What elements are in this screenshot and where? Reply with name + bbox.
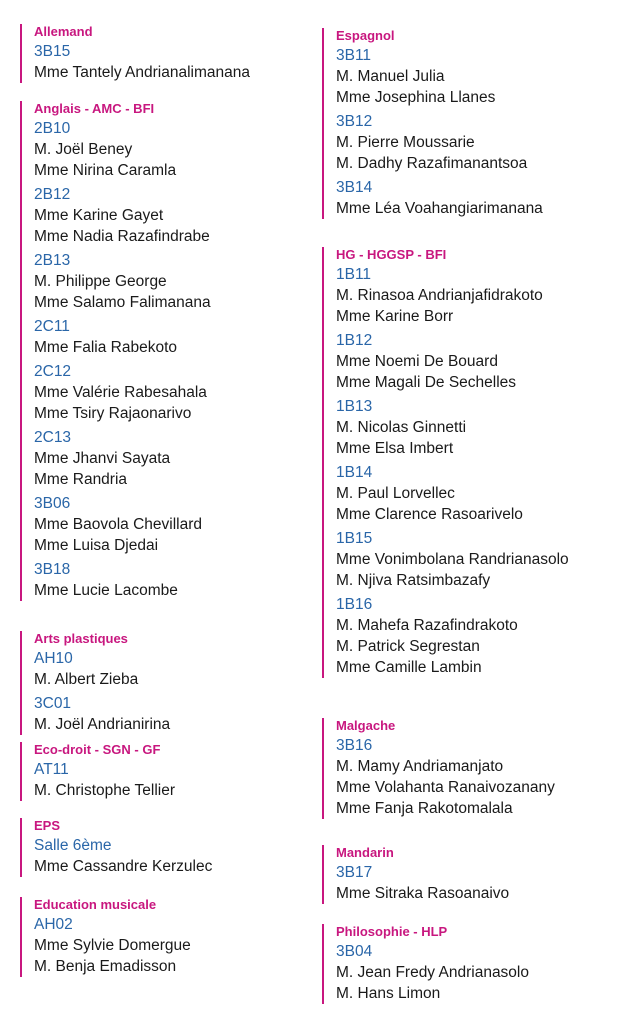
teacher-name: Mme Sitraka Rasoanaivo: [336, 885, 510, 902]
subject-section-allemand: [20, 24, 250, 83]
teacher-name: M. Joël Andrianirina: [34, 716, 171, 733]
teacher-name: Mme Fanja Rakotomalala: [336, 800, 513, 817]
subject-title: Allemand: [34, 24, 93, 39]
room-number: 3B16: [336, 737, 373, 754]
teacher-name: M. Rinasoa Andrianjafidrakoto: [336, 287, 543, 304]
subject-title: Anglais - AMC - BFI: [34, 101, 155, 116]
teacher-name: Mme Camille Lambin: [336, 659, 482, 676]
room-group: [34, 119, 211, 181]
subject-title: Mandarin: [336, 845, 394, 860]
room-group: [336, 942, 529, 1004]
teacher-name: Mme Karine Borr: [336, 308, 454, 325]
room-group: [336, 331, 569, 393]
teacher-name: M. Philippe George: [34, 273, 167, 290]
teacher-name: Mme Nirina Caramla: [34, 162, 177, 179]
room-number: AH02: [34, 916, 73, 933]
teacher-name: M. Patrick Segrestan: [336, 638, 480, 655]
subject-title: Arts plastiques: [34, 631, 128, 646]
room-number: 3B04: [336, 943, 373, 960]
room-number: 2B13: [34, 252, 71, 269]
teacher-name: Mme Falia Rabekoto: [34, 339, 178, 356]
teacher-name: Mme Karine Gayet: [34, 207, 164, 224]
room-number: 1B11: [336, 266, 372, 283]
room-number: 1B16: [336, 596, 373, 613]
subject-title: HG - HGGSP - BFI: [336, 247, 447, 262]
teacher-name: M. Christophe Tellier: [34, 782, 175, 799]
teacher-name: M. Nicolas Ginnetti: [336, 419, 467, 436]
room-group: [336, 863, 509, 904]
subject-section-eps: [20, 818, 212, 877]
room-group: [336, 46, 543, 108]
teacher-name: Mme Luisa Djedai: [34, 537, 159, 554]
room-number: 1B14: [336, 464, 373, 481]
room-group: [34, 760, 175, 801]
room-number: 2B10: [34, 120, 71, 137]
teacher-name: M. Dadhy Razafimanantsoa: [336, 155, 528, 172]
room-group: [34, 362, 211, 424]
room-number: 2B12: [34, 186, 71, 203]
teacher-name: Mme Josephina Llanes: [336, 89, 496, 106]
room-number: 3B11: [336, 47, 372, 64]
teacher-name: M. Benja Emadisson: [34, 958, 177, 975]
room-group: [34, 560, 211, 601]
teacher-name: Mme Cassandre Kerzulec: [34, 858, 213, 875]
room-group: [336, 178, 543, 219]
room-group: [336, 595, 569, 678]
room-group: [336, 463, 569, 525]
room-group: [34, 836, 212, 877]
room-group: [34, 317, 211, 358]
teacher-name: M. Paul Lorvellec: [336, 485, 455, 502]
room-group: [34, 42, 250, 83]
room-group: [34, 251, 211, 313]
teacher-name: Mme Randria: [34, 471, 128, 488]
teacher-name: M. Manuel Julia: [336, 68, 445, 85]
teacher-name: M. Albert Zieba: [34, 671, 139, 688]
teacher-name: M. Hans Limon: [336, 985, 441, 1002]
teacher-name: Mme Sylvie Domergue: [34, 937, 191, 954]
teacher-name: Mme Valérie Rabesahala: [34, 384, 207, 401]
subject-title: Espagnol: [336, 28, 395, 43]
room-group: [34, 494, 211, 556]
teacher-name: Mme Volahanta Ranaivozanany: [336, 779, 555, 796]
subject-title: Education musicale: [34, 897, 157, 912]
room-number: AT11: [34, 761, 69, 778]
subject-section-hg-hggsp-bfi: [322, 247, 569, 678]
teacher-name: Mme Baovola Chevillard: [34, 516, 202, 533]
teacher-name: Mme Clarence Rasoarivelo: [336, 506, 523, 523]
room-number: Salle 6ème: [34, 837, 112, 854]
teacher-name: Mme Léa Voahangiarimanana: [336, 200, 543, 217]
room-number: 3C01: [34, 695, 72, 712]
room-group: [336, 265, 569, 327]
teacher-name: Mme Nadia Razafindrabe: [34, 228, 210, 245]
subject-section-arts-plastiques: [20, 631, 170, 735]
teacher-name: Mme Lucie Lacombe: [34, 582, 178, 599]
room-group: [336, 736, 555, 819]
teacher-name: M. Mamy Andriamanjato: [336, 758, 504, 775]
teacher-name: M. Joël Beney: [34, 141, 133, 158]
room-group: [34, 694, 170, 735]
teacher-name: M. Jean Fredy Andrianasolo: [336, 964, 529, 981]
room-group: [336, 112, 543, 174]
room-group: [34, 915, 191, 977]
subject-section-malgache: [322, 718, 555, 819]
subject-title: Eco-droit - SGN - GF: [34, 742, 161, 757]
room-group: [336, 397, 569, 459]
teacher-name: Mme Tsiry Rajaonarivo: [34, 405, 192, 422]
subject-section-anglais-amc-bfi: [20, 101, 211, 601]
teacher-name: Mme Noemi De Bouard: [336, 353, 498, 370]
teacher-name: M. Njiva Ratsimbazafy: [336, 572, 491, 589]
subject-section-philosophie-hlp: [322, 924, 529, 1004]
room-number: 3B15: [34, 43, 71, 60]
room-group: [336, 529, 569, 591]
room-group: [34, 185, 211, 247]
teacher-name: Mme Jhanvi Sayata: [34, 450, 171, 467]
teacher-name: Mme Magali De Sechelles: [336, 374, 517, 391]
room-number: 1B12: [336, 332, 373, 349]
subject-title: EPS: [34, 818, 61, 833]
teacher-name: M. Mahefa Razafindrakoto: [336, 617, 518, 634]
room-number: 3B18: [34, 561, 71, 578]
teacher-name: Mme Elsa Imbert: [336, 440, 454, 457]
subject-section-mandarin: [322, 845, 509, 904]
subject-title: Philosophie - HLP: [336, 924, 448, 939]
subject-section-eco-droit-sgn-gf: [20, 742, 175, 801]
subject-section-education-musicale: [20, 897, 191, 977]
room-number: 3B06: [34, 495, 71, 512]
teacher-name: Mme Vonimbolana Randrianasolo: [336, 551, 569, 568]
room-number: 2C12: [34, 363, 72, 380]
room-number: 1B15: [336, 530, 373, 547]
room-number: 3B17: [336, 864, 373, 881]
teacher-name: M. Pierre Moussarie: [336, 134, 475, 151]
subject-section-espagnol: [322, 28, 543, 219]
room-group: [34, 649, 170, 690]
room-number: 2C11: [34, 318, 70, 335]
room-number: 2C13: [34, 429, 72, 446]
room-number: AH10: [34, 650, 73, 667]
room-number: 1B13: [336, 398, 373, 415]
room-number: 3B12: [336, 113, 373, 130]
subject-title: Malgache: [336, 718, 396, 733]
teacher-name: Mme Tantely Andrianalimanana: [34, 64, 250, 81]
room-number: 3B14: [336, 179, 373, 196]
teacher-name: Mme Salamo Falimanana: [34, 294, 211, 311]
room-group: [34, 428, 211, 490]
